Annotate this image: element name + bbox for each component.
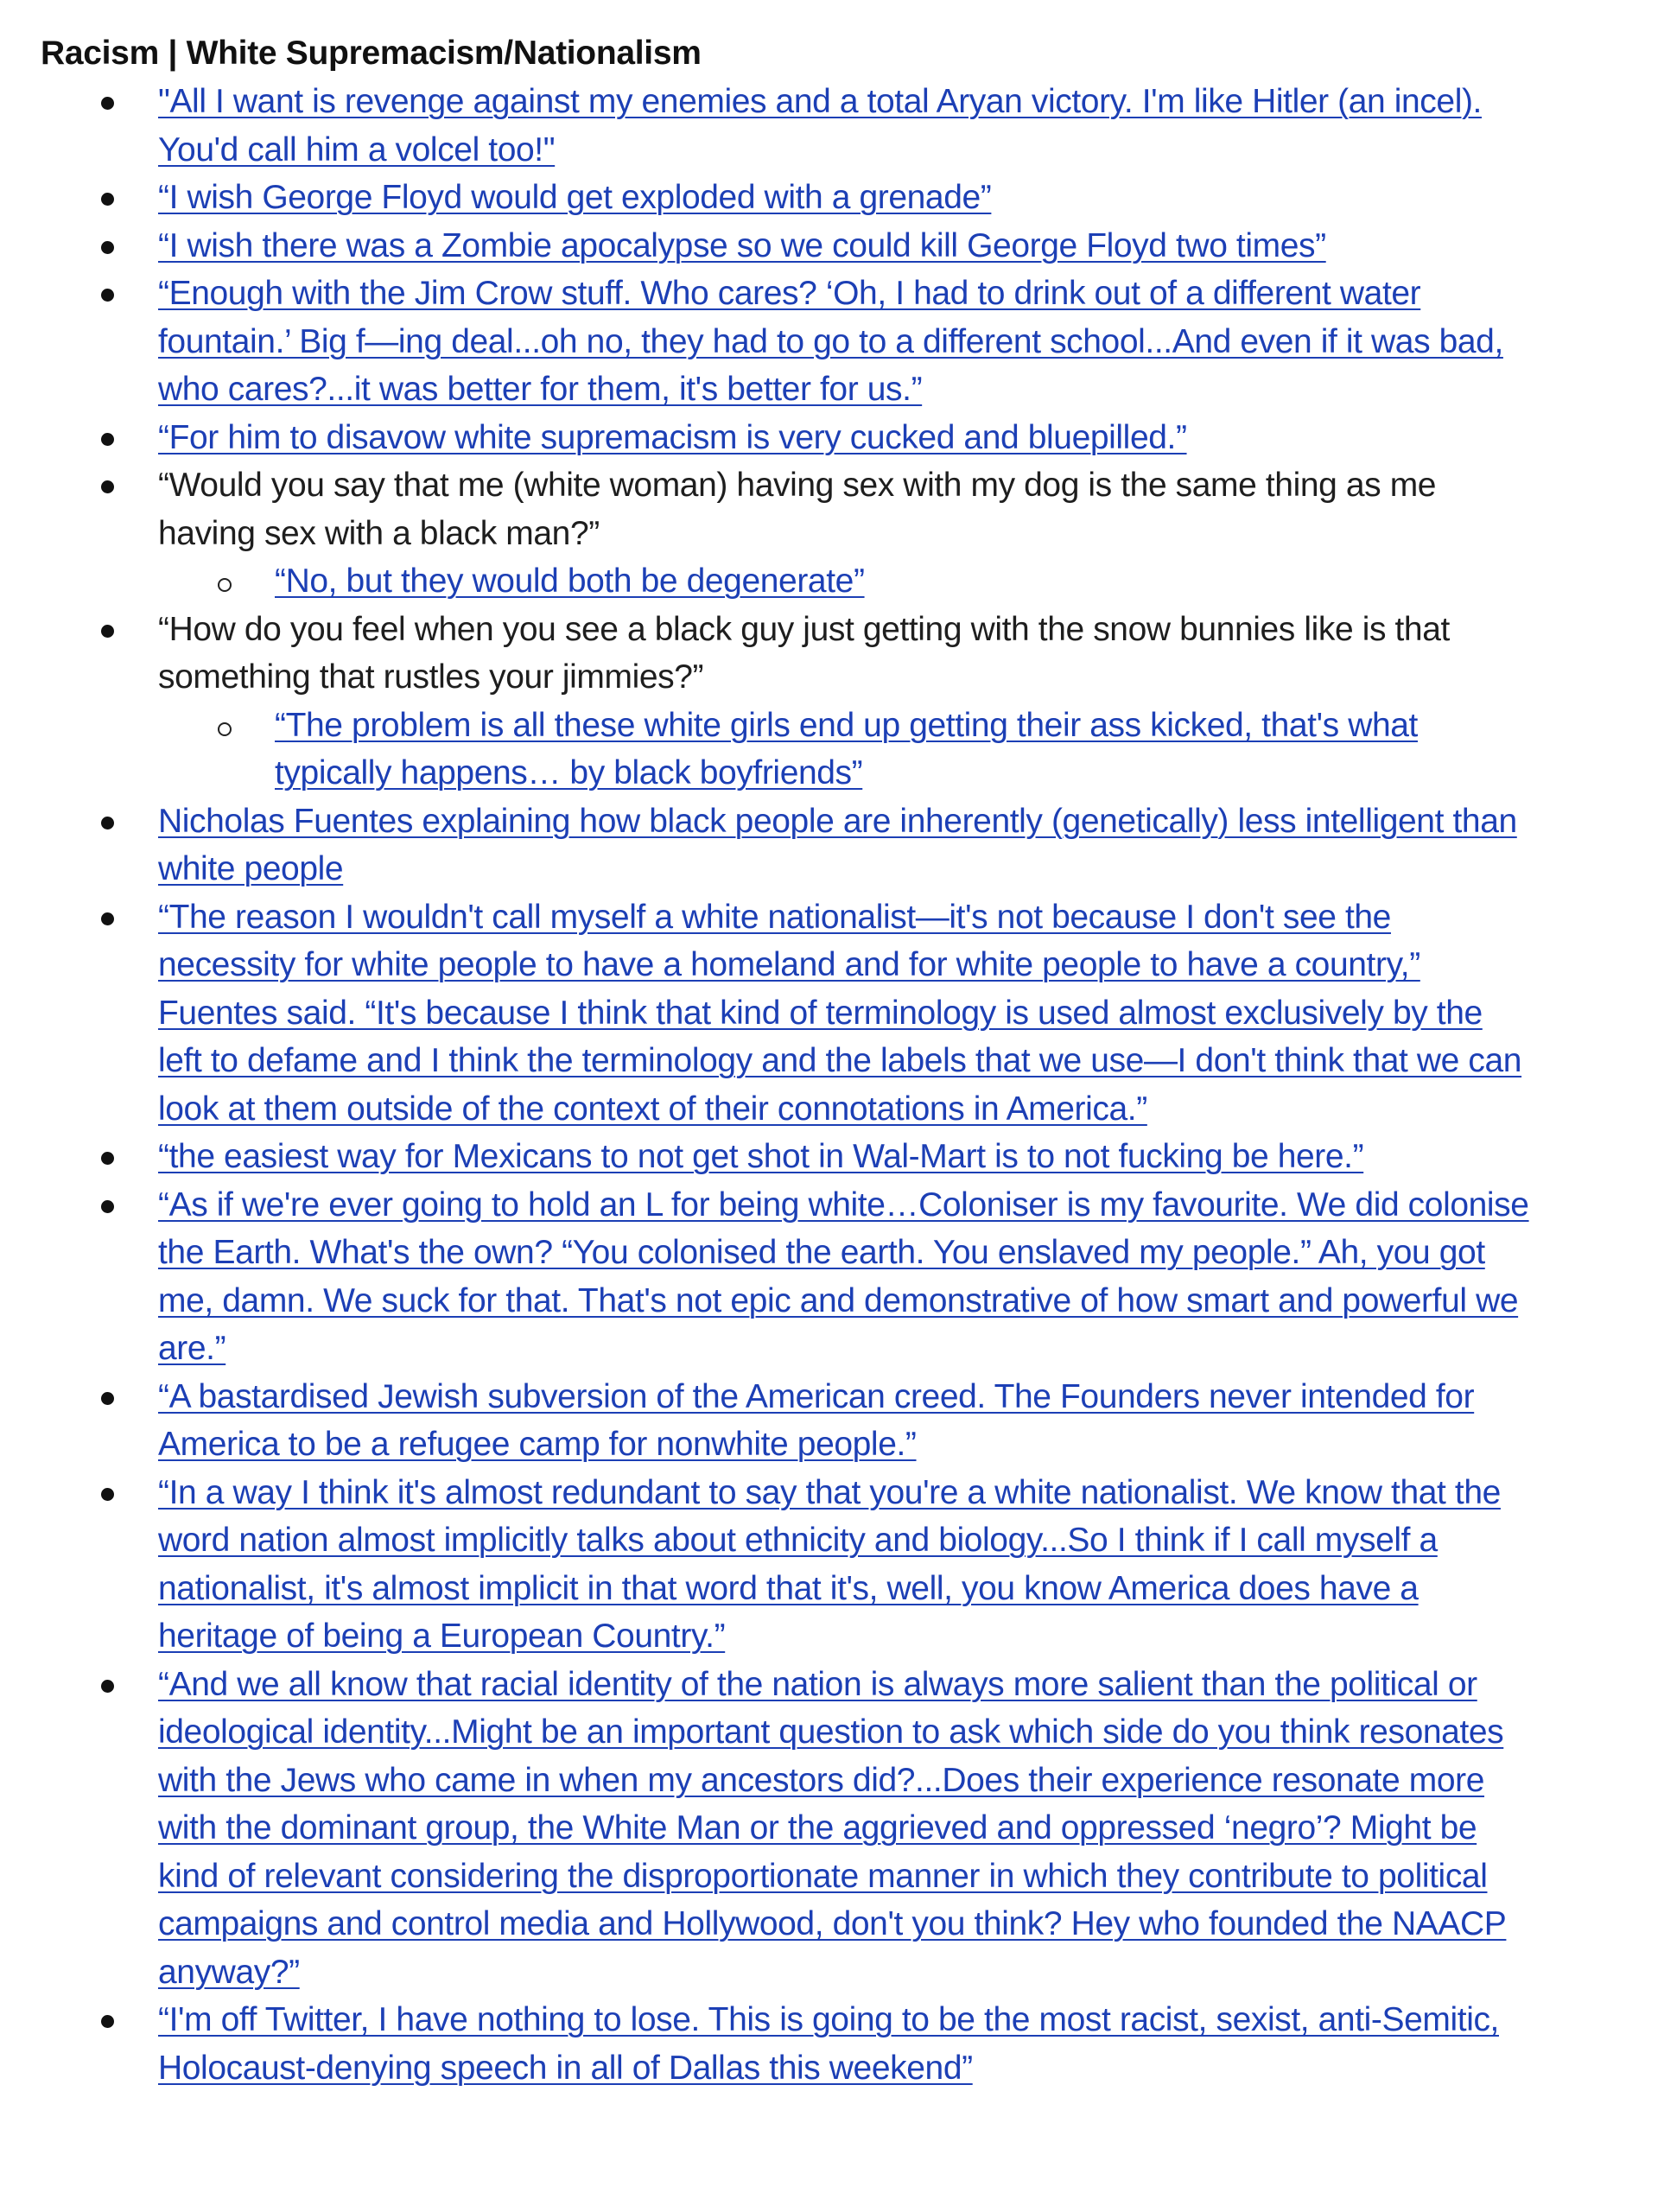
bullet-icon [101, 97, 114, 110]
quote-link[interactable]: “I wish George Floyd would get exploded with a grenade” [158, 179, 992, 216]
bullet-icon [101, 433, 114, 446]
sub-list-item [0, 702, 1664, 798]
quote-link[interactable]: “the easiest way for Mexicans to not get shot in Wal-Mart is to not fucking be here.” [158, 1138, 1364, 1175]
bullet-icon [101, 1152, 114, 1165]
bullet-icon [101, 2015, 114, 2028]
quote-link[interactable]: “No, but they would both be degenerate” [275, 563, 865, 600]
bullet-icon [101, 625, 114, 638]
quote-link[interactable]: “A bastardised Jewish subversion of the American creed. The Founders never intended for America to be a refugee camp for nonwhite people.” [158, 1377, 1475, 1463]
bullet-icon [101, 193, 114, 206]
bullet-icon [101, 817, 114, 830]
list-item [0, 270, 1664, 414]
list-item [0, 1373, 1664, 1469]
list-item [0, 1996, 1664, 2092]
list-item [0, 78, 1664, 174]
quote-link[interactable]: “As if we're ever going to hold an L for being white…Coloniser is my favourite. We did colonise the Earth. What's the own? “You colonised the earth. You enslaved my people.” Ah, you got me, damn. We suck for that. That's not epic and demonstrative of how smart and powerful we are.” [158, 1185, 1529, 1367]
bullet-icon [101, 480, 114, 493]
quote-link[interactable]: “Enough with the Jim Crow stuff. Who cares? ‘Oh, I had to drink out of a different water fountain.’ Big f—ing deal...oh no, they had to go to a different school...And even if it was bad, who cares?...it was better for them, it's better for us.” [158, 275, 1503, 408]
list-item [0, 222, 1664, 270]
list-item [0, 1661, 1664, 1997]
quote-text: “Would you say that me (white woman) having sex with my dog is the same thing as me having sex with a black man?” [158, 467, 1437, 552]
bullet-icon [101, 1200, 114, 1213]
list-item [0, 174, 1664, 222]
quote-link[interactable]: “The problem is all these white girls end up getting their ass kicked, that's what typically happens… by black boyfriends” [275, 706, 1418, 791]
hollow-bullet-icon [218, 722, 232, 736]
quote-link[interactable]: “The reason I wouldn't call myself a white nationalist—it's not because I don't see the necessity for white people to have a homeland and for white people to have a country,” Fuentes said. “It's because I think that kind of terminology is used almost exclusively by the left to defame and I think the terminology and the labels that we use—I don't think that we can look at them outside of the context of their connotations in America.” [158, 898, 1522, 1128]
quote-text: “How do you feel when you see a black guy just getting with the snow bunnies like is that something that rustles your jimmies?” [158, 610, 1450, 696]
quote-link[interactable]: “In a way I think it's almost redundant to say that you're a white nationalist. We know that the word nation almost implicitly talks about ethnicity and biology...So I think if I call myself a nationalist, it's almost implicit in that word that it's, well, you know America does have a heritage of being a European Country.” [158, 1473, 1501, 1655]
quote-link[interactable]: “I wish there was a Zombie apocalypse so we could kill George Floyd two times” [158, 226, 1326, 264]
bullet-icon [101, 1392, 114, 1405]
list-item [0, 414, 1664, 462]
list-item [0, 1181, 1664, 1373]
quote-link[interactable]: “For him to disavow white supremacism is very cucked and bluepilled.” [158, 418, 1187, 456]
bullet-icon [101, 1680, 114, 1693]
hollow-bullet-icon [218, 578, 232, 592]
list-item [0, 606, 1664, 702]
sub-list-item [0, 557, 1664, 606]
quote-link[interactable]: "All I want is revenge against my enemies and a total Aryan victory. I'm like Hitler (an incel). You'd call him a volcel too!" [158, 83, 1482, 168]
list-item [0, 1469, 1664, 1661]
bullet-icon [101, 289, 114, 302]
section-heading: Racism | White Supremacism/Nationalism [41, 35, 702, 72]
bullet-icon [101, 1488, 114, 1501]
list-item [0, 1133, 1664, 1181]
quote-link[interactable]: “I'm off Twitter, I have nothing to lose. This is going to be the most racist, sexist, anti-Semitic, Holocaust-denying speech in all of Dallas this weekend” [158, 2001, 1499, 2087]
bullet-icon [101, 912, 114, 925]
quote-link[interactable]: Nicholas Fuentes explaining how black people are inherently (genetically) less intelligent than white people [158, 802, 1517, 887]
list-item [0, 461, 1664, 557]
bullet-icon [101, 241, 114, 254]
list-item [0, 893, 1664, 1134]
quote-link[interactable]: “And we all know that racial identity of the nation is always more salient than the political or ideological identity...Might be an important question to ask which side do you think resonates with the Jews who came in when my ancestors did?...Does their experience resonate more with the dominant group, the White Man or the aggrieved and oppressed ‘negro’? Might be kind of relevant considering the disproportionate manner in which they contribute to political campaigns and control media and Hollywood, don't you think? Hey who founded the NAACP anyway?” [158, 1665, 1507, 1991]
quote-list [0, 78, 1664, 2092]
list-item [0, 798, 1664, 893]
